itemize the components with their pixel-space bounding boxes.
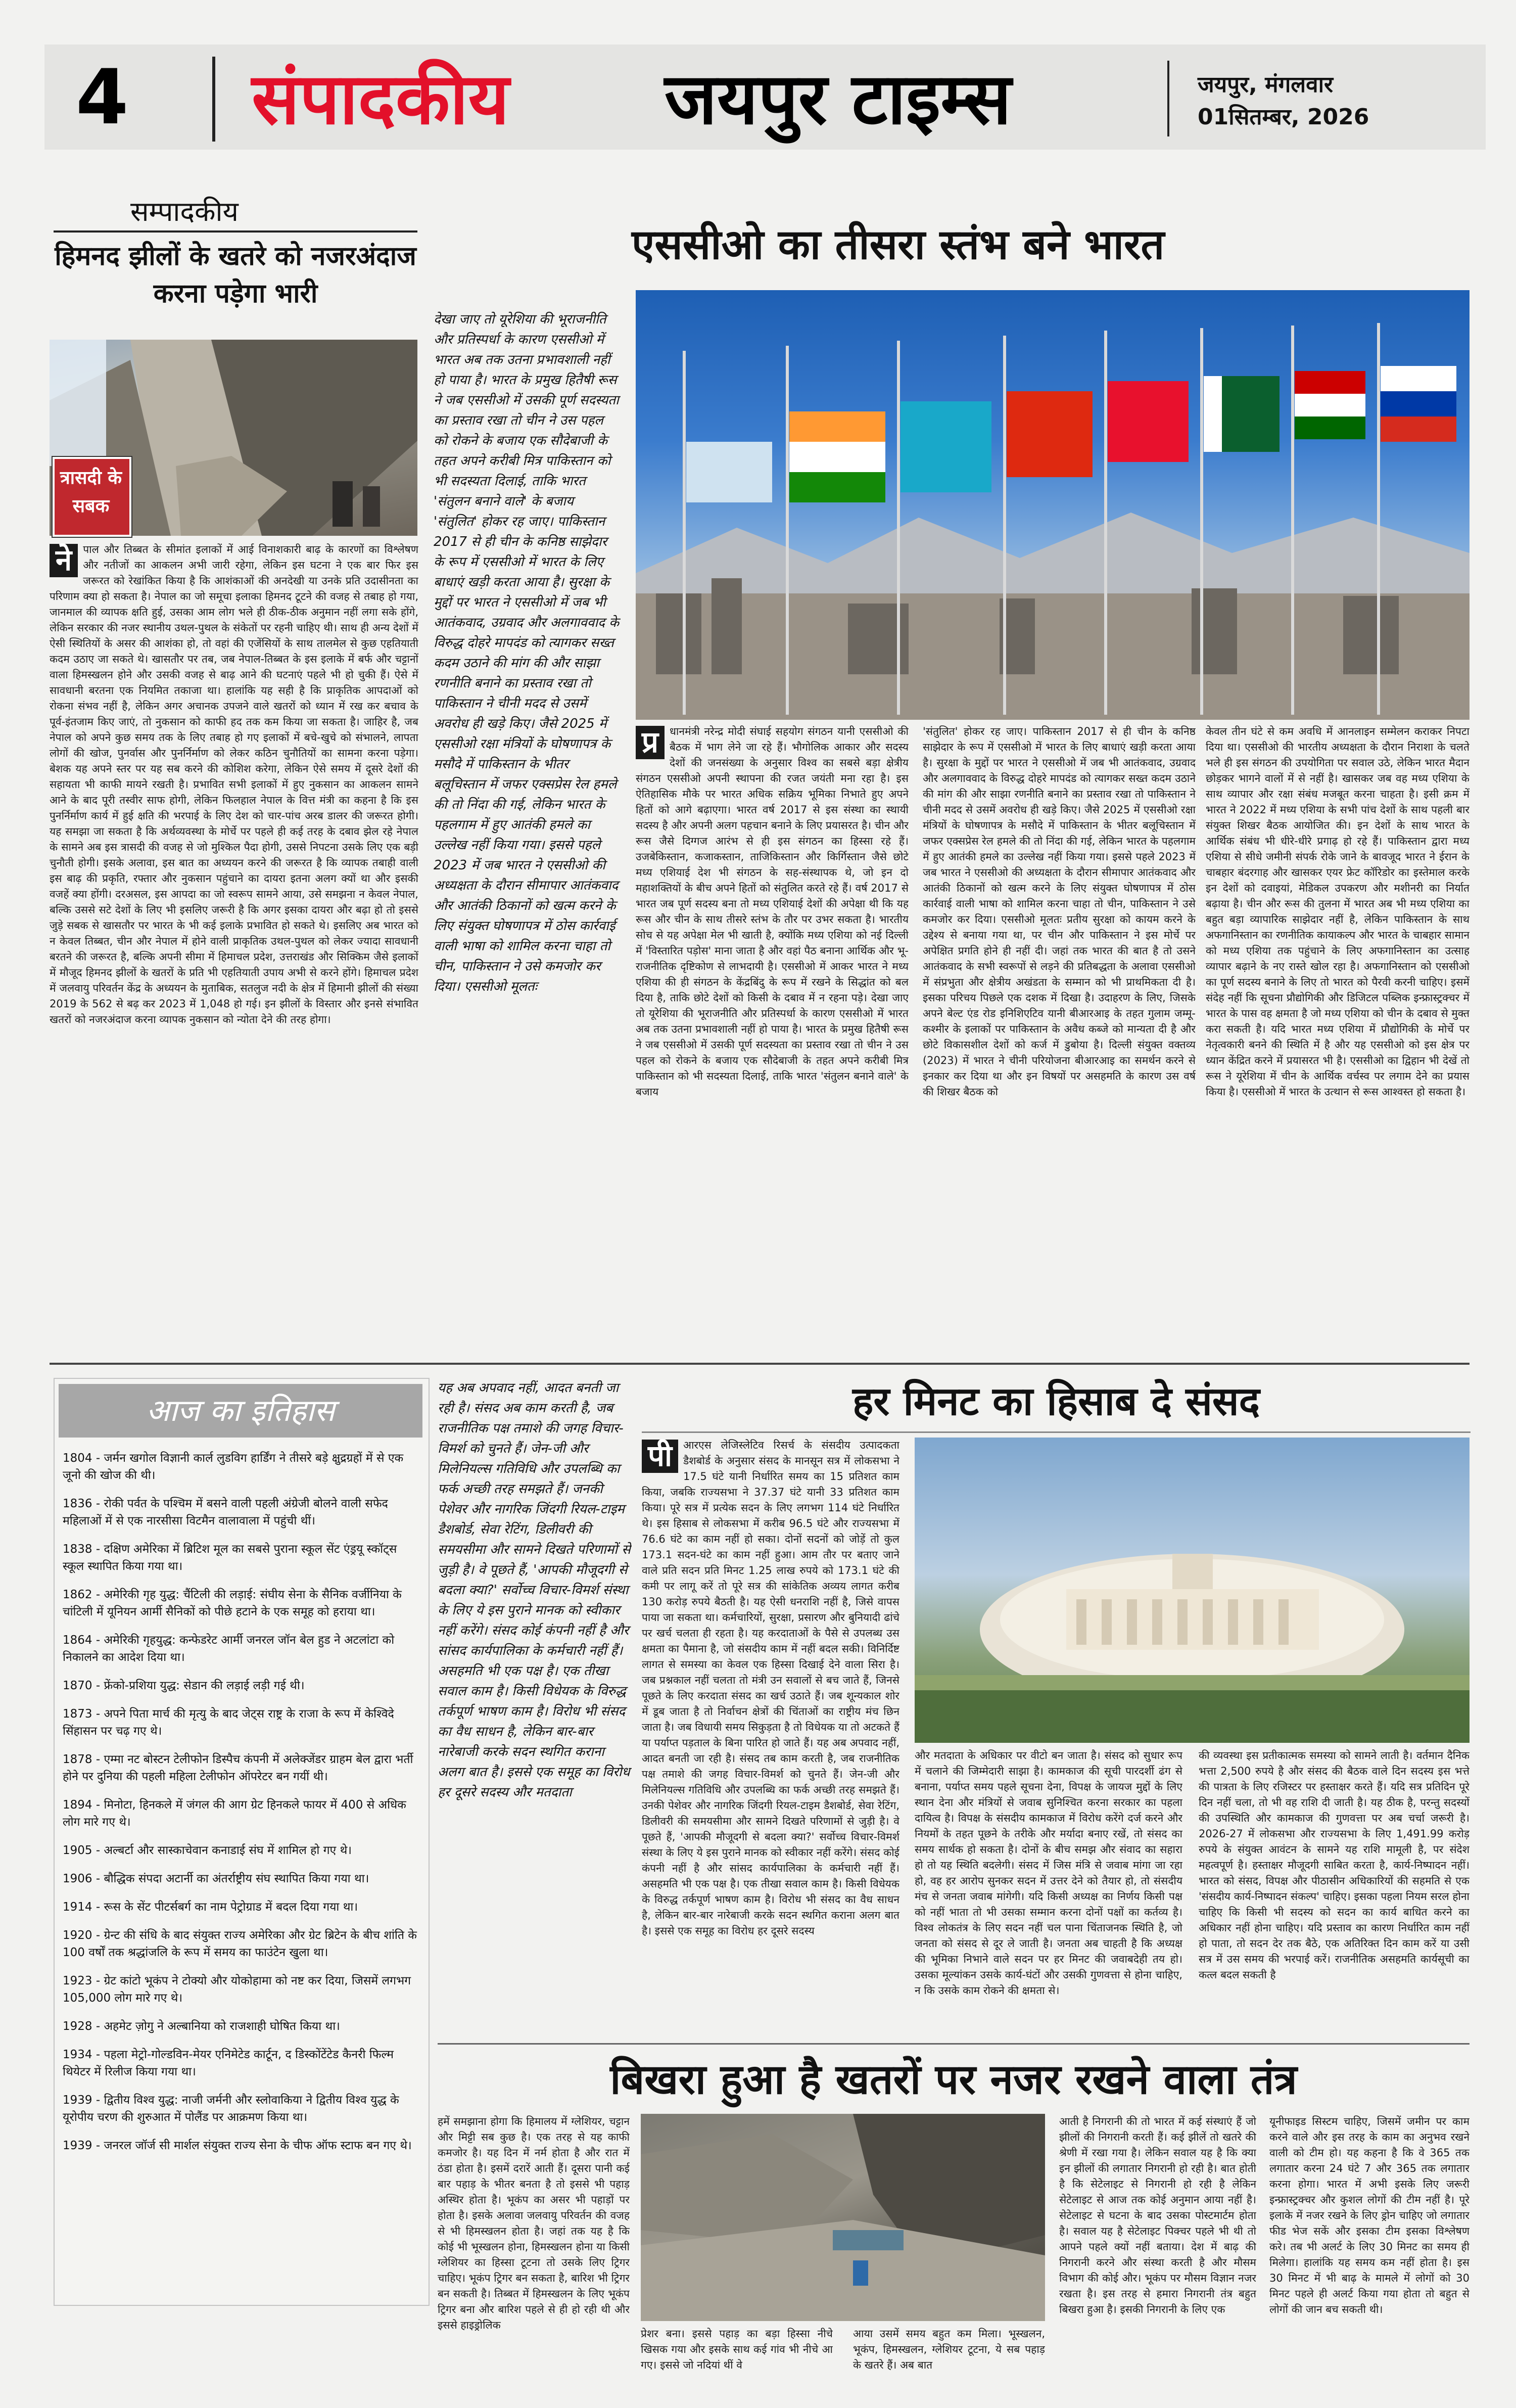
parliament-col-2: और मतदाता के अधिकार पर वीटो बन जाता है। संसद को सुधार रूप में चलाने की जिम्मेदारी साझा है। कामकाज की सूची पारदर्शी ढंग से बनाना, पर्याप्त समय पहले सूचना देना, विपक्ष के जायज मुद्दों के लिए स्थान देना और मंत्रियों से जवाब सुनिश्चित करना सरकार का पहला दायित्व है। विपक्ष के संसदीय कामकाज में विरोध करेंगे दर्ज करने और नियमों के तहत पूछने के तरीके और मर्यादा बनाए रखें, तो संसद का समय सार्थक हो सकता है। दोनों के बीच समझ और संवाद का सहारा हो तो यह स्थिति बदलेगी। संसद में जिस मंत्रि से जवाब मांगा जा रहा हो, वह हर आरोप सुनकर सदन में उत्तर देने को तैयार हो, तो संसदीय मंच से जनता जवाब मांगेगी। यदि किसी अध्यक्ष का निर्णय किसी पक्ष को नहीं भाता तो भी उसका सम्मान करना दोनों पक्षों का कर्तव्य है। विश्व लोकतंत्र के लिए सदन नहीं चल पाना चिंताजनक स्थिति है, जो जनता को संसद से दूर ले जाती है। जनता अब चाहती है कि अध्यक्ष की भूमिका निभाने वाले सदन पर हर मिनट की जवाबदेही तय हो। उसका मूल्यांकन उसके कार्य-घंटों और उसकी गुणवत्ता से होना चाहिए, न कि उसके काम रोकने की क्षमता से। [915,1749,1182,1997]
flags-illustration [636,290,1470,720]
history-item: 1914 - रूस के सेंट पीटर्सबर्ग का नाम पेट्रोग्राड में बदल दिया गया था। [63,1901,358,1914]
history-item: 1864 - अमेरिकी गृहयुद्ध: कन्फेडरेट आर्मी जनरल जॉन बेल हुड ने अटलांटा को निकालने का आदेश दिया था। [63,1634,395,1664]
flood-damage-illustration [641,2114,1045,2321]
history-item: 1894 - मिनोटा, हिनकले में जंगल की आग ग्रेट हिनकले फायर में 400 से अधिक लोग मारे गए थे। [63,1798,406,1829]
parliament-col-3: की व्यवस्था इस प्रतीकात्मक समस्या को सामने लाती है। वर्तमान दैनिक भत्ता 2,500 रुपये है और संसद की बैठक वाले दिन सदस्य इस भत्ते की पात्रता के लिए रजिस्टर पर हस्ताक्षर करते हैं। यदि सत्र प्रतिदिन पूरे दिन नहीं चला, तो भी वह राशि दी जाती है। यह ठीक है, परन्तु सदस्यों की उपस्थिति और कामकाज की गुणवत्ता पर अब चर्चा जरूरी है। 2026-27 में लोकसभा और राज्यसभा के लिए 1,491.99 करोड़ रुपये के संयुक्त आवंटन के सामने यह राशि मामूली है, पर संदेश महत्वपूर्ण है। हस्ताक्षर मौजूदगी साबित करता है, कार्य-निष्पादन नहीं। भारत को संसद, विपक्ष और पीठासीन अधिकारियों की सहमति से एक 'संसदीय कार्य-निष्पादन संकल्प' चाहिए। इसका पहला नियम सरल होना चाहिए कि किसी भी सदस्य को सदन का कार्य बाधित करने का अधिकार नहीं होना चाहिए। यदि प्रस्ताव का कारण निर्धारित काम नहीं हो पाता, तो सदन देर तक बैठे, एक अतिरिक्त दिन काम करें या उसी सत्र में उस समय की भरपाई करें। राजनीतिक असहमति कार्यसूची का कत्ल बदल सकती है [1199,1749,1470,1981]
climate-info-panel [50,340,106,466]
history-item: 1862 - अमेरिकी गृह युद्ध: चैंटिली की लड़ाई: संघीय सेना के सैनिक वर्जीनिया के चांटिली में यूनियन आर्मी सैनिकों को पीछे हटाने के एक समूह को हराया था। [63,1588,402,1618]
paper-name: जयपुर टाइम्स [665,58,1012,141]
threat-col-3: आया उसमें समय बहुत कम मिला। भूस्खलन, भूकंप, हिमस्खलन, ग्लेशियर टूटना, ये सब पहाड़ के खतरे हैं। अब बात [853,2328,1045,2371]
sco-col-2: 'संतुलित' होकर रह जाए। पाकिस्तान 2017 से ही चीन के कनिष्ठ साझेदार के रूप में एससीओ में भारत के लिए बाधाएं खड़ी करता आया है। सुरक्षा के मुद्दों पर भारत ने एससीओ में जब भी आतंकवाद, उग्रवाद और अलगाववाद के विरुद्ध दोहरे मापदंड को त्यागकर सख्त कदम उठाने की मांग की और साझा रणनीति बनाने का प्रस्ताव रखा तो पाकिस्तान ने चीनी मदद से उसमें अवरोध ही खड़े किए। जैसे 2025 में एससीओ रक्षा मंत्रियों के घोषणापत्र के मसौदे में पाकिस्तान के भीतर बलूचिस्तान में जफर एक्सप्रेस रेल हमले की तो निंदा की गई, लेकिन भारत के पहलगाम में हुए आतंकी हमले का उल्लेख नहीं किया गया। इससे पहले 2023 में जब भारत ने एससीओ की अध्यक्षता के दौरान सीमापार आतंकवाद और आतंकी ठिकानों को खत्म करने के लिए संयुक्त घोषणापत्र में ठोस कार्रवाई वाली भाषा को शामिल करना चाहा तो चीन, पाकिस्तान ने उसे कमजोर कर दिया। एससीओ मूलतः प्रतीय सुरक्षा को कायम करने के उद्देश्य से बनाया गया था, पर चीन और पाकिस्तान ने इस मोर्चे पर अपेक्षित प्रगति होने ही नहीं दी। जहां तक भारत की बात है तो उसने आतंकवाद के सभी स्वरूपों से लड़ने की प्रतिबद्धता के अलावा एससीओ में संप्रभुता और क्षेत्रीय अखंडता के सम्मान को भी प्राथमिकता दी है। इसका परिचय पिछले एक दशक में दिखा है। उदाहरण के लिए, जिसके अपने बेल्ट एंड रोड इनिशिएटिव यानी बीआरआइ के तहत गुलाम जम्मू-कश्मीर के इलाकों पर पाकिस्तान के अवैध कब्जे को मान्यता दी है और छोटे विकासशील देशों को कर्ज में डुबोया है। दिल्ली संयुक्त वक्तव्य (2023) में भारत ने चीनी परियोजना बीआरआइ का समर्थन करने से इनकार कर दिया था और इन विषयों पर असहमति के कारण उस वर्ष की शिखर बैठक को [923,725,1196,1098]
sco-quote-column: देखा जाए तो यूरेशिया की भूराजनीति और प्रतिस्पर्धा के कारण एससीओ में भारत अब तक उतना प्रभावशाली नहीं हो पाया है। भारत के प्रमुख हितैषी रूस ने जब एससीओ में उसकी पूर्ण सदस्यता का प्रस्ताव रखा तो चीन ने उस पहल को रोकने के बजाय एक सौदेबाजी के तहत अपने करीबी मित्र पाकिस्तान को भी सदस्यता दिलाई, ताकि भारत 'संतुलन बनाने वाले' के बजाय 'संतुलित' होकर रह जाए। पाकिस्तान 2017 से ही चीन के कनिष्ठ साझेदार के रूप में एससीओ में भारत के लिए बाधाएं खड़ी करता आया है। सुरक्षा के मुद्दों पर भारत ने एससीओ में जब भी आतंकवाद, उग्रवाद और अलगाववाद के विरुद्ध दोहरे मापदंड को त्यागकर सख्त कदम उठाने की मांग की और साझा रणनीति बनाने का प्रस्ताव रखा तो पाकिस्तान ने चीनी मदद से उसमें अवरोध ही खड़े किए। जैसे 2025 में एससीओ रक्षा मंत्रियों के घोषणापत्र के मसौदे में पाकिस्तान के भीतर बलूचिस्तान में जफर एक्सप्रेस रेल हमले की तो निंदा की गई, लेकिन भारत के पहलगाम में हुए आतंकी हमले का उल्लेख नहीं किया गया। इससे पहले 2023 में जब भारत ने एससीओ की अध्यक्षता के दौरान सीमापार आतंकवाद और आतंकी ठिकानों को खत्म करने के लिए संयुक्त घोषणापत्र में ठोस कार्रवाई वाली भाषा को शामिल करना चाहा तो चीन, पाकिस्तान ने उसे कमजोर कर दिया। एससीओ मूलतः [434,312,620,994]
threat-col-2: प्रेशर बना। इससे पहाड़ का बड़ा हिस्सा नीचे खिसक गया और इसके साथ कई गांव भी नीचे आ गए। इससे जो नदियां थीं वे [641,2328,833,2371]
history-item: 1906 - बौद्धिक संपदा अटार्नी का अंतर्राष्ट्रीय संघ स्थापित किया गया था। [63,1872,369,1885]
dateline-date: 01सितम्बर, 2026 [1198,104,1369,130]
editorial-kicker-rule [54,230,417,233]
history-item: 1873 - अपने पिता मार्च की मृत्यु के बाद जेट्स राष्ट्र के राजा के रूप में केश्विदे सिंहासन पर चढ़ गए थे। [63,1707,394,1738]
masthead-divider-2 [1167,61,1169,136]
sco-col-1-text: धानमंत्री नरेन्द्र मोदी संघाई सहयोग संगठन यानी एससीओ की बैठक में भाग लेने जा रहे हैं। भौगोलिक आकार और सदस्य देशों की जनसंख्या के अनुसार विश्व का सबसे बड़ा क्षेत्रीय संगठन एससीओ अपनी स्थापना की रजत जयंती मना रहा है। इस ऐतिहासिक मौके पर भारत अधिक सक्रिय भूमिका निभाते हुए अपने हितों को आगे बढ़ाएगा। भारत वर्ष 2017 से इस संस्था का स्थायी सदस्य है और अपनी अलग पहचान बनाने के लिए प्रयासरत है। चीन और रूस जैसे दिग्गज आरंभ से ही इस संगठन का हिस्सा रहे हैं। उजबेकिस्तान, कजाकस्तान, ताजिकिस्तान और किर्गिस्तान जैसे छोटे मध्य एशियाई देश भी संगठन के सह-संस्थापक थे, जो इन दो महाशक्तियों के बीच अपने हितों को संतुलित करते रहे हैं। वर्ष 2017 से भारत जब पूर्ण सदस्य बना तो मध्य एशियाई देशों की अपेक्षा थी कि यह रूस और चीन के साथ तीसरे स्तंभ के तौर पर उभर सकता है। भारतीय सोच से यह अपेक्षा मेल भी खाती है, क्योंकि मध्य एशिया को नई दिल्ली में 'विस्तारित पड़ोस' माना जाता है और वहां पैठ बनाना आर्थिक और भू-राजनीतिक दृष्टिकोण से लाभदायी है। एससीओ में आकर भारत ने मध्य एशिया की ही संगठन के केंद्रबिंदु के रूप में रखने के सिद्धांत को बल दिया है, ताकि छोटे देशों को किसी के दबाव में न रहना पड़े। देखा जाए तो यूरेशिया की भूराजनीति और प्रतिस्पर्धा के कारण एससीओ में भारत अब तक उतना प्रभावशाली नहीं हो पाया है। भारत के प्रमुख हितैषी रूस ने जब एससीओ में उसकी पूर्ण सदस्यता का प्रस्ताव रखा तो चीन ने उस पहल को रोकने के बजाय एक सौदेबाजी के तहत अपने करीबी मित्र पाकिस्तान को भी सदस्यता दिलाई, ताकि भारत 'संतुलन बनाने वाले' के बजाय [636,725,909,1098]
history-item: 1920 - ग्रेन्ट की संधि के बाद संयुक्त राज्य अमेरिका और ग्रेट ब्रिटेन के बीच शांति के 100 वर्षों तक श्रद्धांजलि के रूप में समय का फाउंटेन खुला था। [63,1929,417,1959]
history-item: 1878 - एम्मा नट बोस्टन टेलीफोन डिस्पैच कंपनी में अलेक्जेंडर ग्राहम बेल द्वारा भर्ती होने पर दुनिया की पहली महिला टेलीफोन ऑपरेटर बन गयीं थी। [63,1753,413,1783]
dateline-city: जयपुर, मंगलवार [1198,72,1333,98]
history-item: 1939 - जनरल जॉर्ज सी मार्शल संयुक्त राज्य सेना के चीफ ऑफ स्टाफ बन गए थे। [63,2139,412,2152]
parliament-photo [915,1438,1470,1743]
parliament-col-1-text: आरएस लेजिस्लेटिव रिसर्च के संसदीय उत्पादकता डैशबोर्ड के अनुसार संसद के मानसून सत्र में लोकसभा ने 17.5 घंटे यानी निर्धारित समय का 15 प्रतिशत काम किया, जबकि राज्यसभा ने 37.37 घंटे यानी 33 प्रतिशत काम किया। पूरे सत्र में प्रत्येक सदन के लिए लगभग 114 घंटे निर्धारित थे। इस हिसाब से लोकसभा में करीब 96.5 घंटे और राज्यसभा में 76.6 घंटे का काम नहीं हो सका। दोनों सदनों को जोड़ें तो कुल 173.1 सदन-घंटे का काम नहीं हुआ। आम तौर पर बताए जाने वाले प्रति सदन प्रति मिनट 1.25 लाख रुपये को 173.1 घंटे की कमी पर लागू करें तो पूरे सत्र की सांकेतिक अव्यय लागत करीब 130 करोड़ रुपये बैठती है। यह ऐसी धनराशि नहीं है, जिसे वापस पाया जा सकता था। कर्मचारियों, सुरक्षा, प्रसारण और बुनियादी ढांचे पर खर्च चलता ही रहता है। यह करदाताओं के पैसे से उपलब्ध उस क्षमता का पैमाना है, जो संसदीय काम में नहीं बदल सकी। विनिर्दिष्ट लागत से समस्या का केवल एक हिस्सा दिखाई देने वाला सिरा है। जब प्रश्नकाल नहीं चलता तो मंत्री उन सवालों से बच जाते हैं, जिनसे पूछते के लिए करदाता संसद का खर्च उठाते हैं। जब शून्यकाल शोर में डूब जाता है तो निर्वाचन क्षेत्रों की चिंताओं का राष्ट्रीय मंच छिन जाता है। जब विधायी समय सिकुड़ता है तो विधेयक या तो अटकते हैं या पर्याप्त पड़ताल के बिना पारित हो जाते हैं। यह अब अपवाद नहीं, आदत बनती जा रही है। संसद तब काम करती है, जब राजनीतिक पक्ष तमाशे की जगह विचार-विमर्श को चुनते हैं। जेन-जी और मिलेनियल्स गतिविधि और उपलब्धि का फर्क अच्छी तरह समझते हैं। उनकी पेशेवर और नागरिक जिंदगी रियल-टाइम डैशबोर्ड, सेवा रेटिंग, डिलीवरी की समयसीमा और सामने दिखते परिणामों से जुड़ी है। वे पूछते हैं, 'आपकी मौजूदगी से बदला क्या?' सर्वोच्च विचार-विमर्श संस्था के लिए ये इस पुराने मानक को स्वीकार नहीं करेंगे। संसद कोई कंपनी नहीं है और सांसद कार्यपालिका के कर्मचारी नहीं हैं। असहमति भी एक पक्ष है। एक तीखा सवाल काम है। किसी विधेयक के विरुद्ध तर्कपूर्ण भाषण काम है। विरोध भी संसद का वैध साधन है, लेकिन बार-बार नारेबाजी करके सदन स्थगित कराना अलग बात है। इससे एक समूह का विरोध हर दूसरे सदस्य [642,1439,899,1937]
parliament-headline: हर मिनट का हिसाब दे संसद [852,1379,1260,1424]
history-item: 1836 - रोकी पर्वत के पश्चिम में बसने वाली पहली अंग्रेजी बोलने वाली सफेद महिलाओं में से एक नारसीसा विटमैन वालावाला में पहुंची थीं। [63,1497,388,1527]
history-item: 1928 - अहमेट ज़ोगु ने अल्बानिया को राजशाही घोषित किया था। [63,2020,340,2033]
disaster-badge-label: त्रासदी के सबक [60,468,122,517]
editorial-text: पाल और तिब्बत के सीमांत इलाकों में आई विनाशकारी बाढ़ के कारणों का विश्लेषण और नतीजों का आकलन अभी जारी रहेगा, लेकिन इस घटना ने एक बार फिर इस जरूरत को रेखांकित किया है कि आशंकाओं की अनदेखी या उनके प्रति उदासीनता का परिणाम क्या हो सकता है। नेपाल का जो समूचा इलाका हिमनद टूटने की वजह से तबाह हो गया, जानमाल की व्यापक क्षति हुई, उसका आम लोग भले ही ठीक-ठीक अनुमान नहीं लगा सके होंगे, लेकिन सरकार की नजर स्थानीय उथल-पुथल के संकेतों पर रहनी चाहिए थी। साथ ही अन्य देशों में ऐसी स्थितियों के असर की आशंका हो, तो वहां की एजेंसियों के साथ तालमेल से कुछ एहतियाती कदम उठाए जा सकते थे। खासतौर पर तब, जब नेपाल-तिब्बत के इस इलाके में बर्फ और चट्टानों वाला हिमस्खलन होने और उसकी वजह से बाढ़ आने की घटनाएं पहले भी हो चुकी हैं। ऐसे में सावधानी बरतना एक नियमित तकाजा था। हालांकि यह सही है कि प्राकृतिक आपदाओं को रोकना संभव नहीं है, लेकिन अगर अचानक उपजने वाले खतरों को ध्यान में रख कर बचाव के पूर्व-इंतजाम किए जाएं, तो नुकसान को काफी हद तक कम किया जा सकता है। जाहिर है, जब नेपाल को अपने कुछ समय तक के लिए तबाह हो गए इलाकों में बचे-खुचे को संभालने, लापता लोगों की खोज, पुनर्वास और पुनर्निर्माण को लेकर कठिन चुनौतियों का सामना करना पड़ेगा। बेशक यह अपने स्तर पर यह सब करने की कोशिश करेगा, लेकिन ऐसे समय में दूसरे देशों की सहायता भी काफी मायने रखती है। प्रभावित सभी इलाकों में हुए नुकसान का आकलन सामने आने के बाद पूरी तस्वीर साफ होगी, लेकिन फिलहाल नेपाल के वित्त मंत्री का कहना है कि इस पुनर्निर्माण कार्य में हुई क्षति की भरपाई के लिए देश को चार-पांच अरब डालर की जरूरत होगी। यह समझा जा सकता है कि अर्थव्यवस्था के मोर्चे पर पहले ही कई तरह के दबाव झेल रहे नेपाल के सामने अब इस त्रासदी की वजह से जो मुश्किल पैदा होगी, उससे निपटना उसके लिए एक बड़ी चुनौती होगी। इसके अलावा, इस बात का अध्ययन करने की जरूरत है कि व्यापक तबाही वाली इस बाढ़ की प्रकृति, रफ्तार और नुकसान पहुंचाने का दायरा इतना अलग क्यों था और इसकी वजहें क्या होंगी। दरअसल, इस आपदा का जो स्वरूप सामने आया, उसे समझना न केवल नेपाल, बल्कि उससे सटे देशों के लिए भी इसलिए जरूरी है कि अगर इसका दायरा और बढ़ा हो तो इससे जुड़े सबक से खासतौर पर भारत के भी कई इलाके प्रभावित हो सकते थे। इसलिए अब भारत को न केवल तिब्बत, चीन और नेपाल में होने वाली प्राकृतिक उथल-पुथल को लेकर ज्यादा सावधानी बरतने की जरूरत है, बल्कि अपनी सीमा में हिमाचल प्रदेश, उत्तराखंड और सिक्किम जैसे इलाकों में मौजूद हिमनद झीलों के खतरों के प्रति भी एहतियाती उपाय अभी से करने होंगे। हिमाचल प्रदेश में जलवायु परिवर्तन केंद्र के अध्ययन के मुताबिक, सतलुज नदी के क्षेत्र में हिमानी झीलों की संख्या 2019 के 562 से बढ़ कर 2023 में 1,048 हो गई। इन झीलों के विस्तार और इनसे संभावित खतरों को नजरअंदाज करना व्यापक नुकसान को न्योता देने की तरह होगा। [50,543,418,1026]
threat-headline: बिखरा हुआ है खतरों पर नजर रखने वाला तंत्र [610,2056,1297,2104]
sco-col-1 [636,724,909,1357]
sco-flags-photo [636,290,1470,720]
masthead-divider [212,57,215,142]
section-title: संपादकीय [252,58,509,141]
sco-dropcap: प्र [636,726,665,759]
parliament-col-1 [642,1438,899,2039]
threat-top-rule [438,2043,1470,2045]
parliament-headline-rule [642,1431,1471,1433]
threat-photo [641,2114,1045,2321]
history-item: 1804 - जर्मन खगोल विज्ञानी कार्ल लुडविग हार्डिंग ने तीसरे बड़े क्षुद्रग्रहों में से एक जूनो की खोज की थी। [63,1452,404,1482]
history-item: 1939 - द्वितीय विश्व युद्ध: नाजी जर्मनी और स्लोवाकिया ने द्वितीय विश्व युद्ध के यूरोपीय चरण की शुरुआत में पोलैंड पर आक्रमण किया था। [63,2094,399,2124]
threat-col-4: आती है निगरानी की तो भारत में कई संस्थाएं हैं जो झीलों की निगरानी करती हैं। कई झीलें तो खतरे की श्रेणी में रखा गया है। लेकिन सवाल यह है कि क्या इन झीलों की लगातार निगरानी हो रही है। बात होती है कि सेटेलाइट से निगरानी हो रही है लेकिन सेटेलाइट से आज तक कोई अनुमान आया नहीं है। सेटेलाइट से घटना के बाद उसका पोस्टमार्टम होता है। सवाल यह है सेटेलाइट पिक्चर पहले भी थी तो आपने पहले क्यों नहीं बताया। देश में बाढ़ की निगरानी करने और संस्था करती है और मौसम विभाग की कोई और। भूकंप पर मौसम विज्ञान नजर रखता है। इस तरह से हमारा निगरानी तंत्र बहुत बिखरा हुआ है। इसकी निगरानी के लिए एक [1059,2115,1256,2316]
editorial-headline: हिमनद झीलों के खतरे को नजरअंदाज करना पड़ेगा भारी [55,241,416,309]
history-title: आज का इतिहास [146,1393,335,1428]
sco-col-3: केवल तीन घंटे से कम अवधि में आनलाइन सम्मेलन कराकर निपटा दिया था। एससीओ की भारतीय अध्यक्षता के दौरान निराशा के चलते भले ही इस संगठन की उपयोगिता पर सवाल उठे, लेकिन भारत मैदान छोड़कर भागने वालों में से नहीं है। खासकर जब वह मध्य एशिया के साथ व्यापार और रक्षा संबंध मजबूत करना चाहता है। इसी क्रम में भारत ने 2022 में मध्य एशिया के सभी पांच देशों के साथ पहली बार संयुक्त शिखर बैठक आयोजित की। इन देशों के साथ भारत के आर्थिक संबंध भी धीरे-धीरे प्रगाढ़ हो रहे हैं। पाकिस्तान द्वारा मध्य एशिया से सीधे जमीनी संपर्क रोके जाने के बावजूद भारत ने ईरान के चाबहार बंदरगाह और खासकर एयर फ्रेट कॉरिडोर का इस्तेमाल करके इन देशों को दवाइयां, मेडिकल उपकरण और मशीनरी का निर्यात बढ़ाया है। चीन और रूस की तुलना में भारत अब भी मध्य एशिया का बहुत बड़ा व्यापारिक साझेदार नहीं है, लेकिन पाकिस्तान के साथ अफगानिस्तान का रणनीतिक कायाकल्प और भारत के चाबहार सामान को मध्य एशिया तक पहुंचाने के लिए अफगानिस्तान का उत्साह व्यापार बढ़ाने के नए रास्ते खोल रहा है। अफगानिस्तान को एससीओ का पूर्ण सदस्य बनाने के लिए तो भारत को पैरवी करनी चाहिए। इसमें संदेह नहीं कि सूचना प्रौद्योगिकी और डिजिटल पब्लिक इन्फ्रास्ट्रक्चर में भारत के पास वह क्षमता है जो मध्य एशिया को चीन के दबाव से मुक्त करा सकती है। यदि भारत मध्य एशिया में प्रौद्योगिकी के मोर्चे पर नेतृत्वकारी बनने की स्थिति में है और यह एससीओ को इस क्षेत्र पर ध्यान केंद्रित करने में प्रयासरत भी है। एससीओ का द्विहान भी देखें तो रूस ने यूरेशिया में चीन के आर्थिक वर्चस्व पर लगाम देने का प्रयास किया है। एससीओ में भारत के उत्थान से रूस आश्वस्त हो सकता है। [1206,725,1470,1098]
parliament-quote-column: यह अब अपवाद नहीं, आदत बनती जा रही है। संसद अब काम करती है, जब राजनीतिक पक्ष तमाशे की जगह विचार-विमर्श को चुनते हैं। जेन-जी और मिलेनियल्स गतिविधि और उपलब्धि का फर्क अच्छी तरह समझते हैं। जनकी पेशेवर और नागरिक जिंदगी रियल-टाइम डैशबोर्ड, सेवा रेटिंग, डिलीवरी की समयसीमा और सामने दिखते परिणामों से जुड़ी है। वे पूछते हैं, 'आपकी मौजूदगी से बदला क्या?' सर्वोच्च विचार-विमर्श संस्था के लिए ये इस पुराने मानक को स्वीकार नहीं करेंगे। संसद कोई कंपनी नहीं है और सांसद कार्यपालिका के कर्मचारी नहीं हैं। असहमति भी एक पक्ष है। एक तीखा सवाल काम है। किसी विधेयक के विरुद्ध तर्कपूर्ण भाषण काम है। विरोध भी संसद का वैध साधन है, लेकिन बार-बार नारेबाजी करके सदन स्थगित कराना अलग बात है। इससे एक समूह का विरोध हर दूसरे सदस्य और मतदाता [438,1380,631,1800]
history-item: 1934 - पहला मेट्रो-गोल्डविन-मेयर एनिमेटेड कार्टून, द डिस्कोंटेंटेड कैनरी फिल्म थियेटर में रिलीज किया गया था। [63,2048,394,2078]
history-item: 1838 - दक्षिण अमेरिका में ब्रिटिश मूल का सबसे पुराना स्कूल सेंट एंड्रयू स्कॉट्स स्कूल स्थापित किया गया था। [63,1543,397,1573]
sco-headline: एससीओ का तीसरा स्तंभ बने भारत [632,221,1165,269]
history-list [63,1450,419,2299]
editorial-dropcap: ने [50,544,78,577]
threat-col-1: हमें समझाना होगा कि हिमालय में ग्लेशियर, चट्टान और मिट्टी सब कुछ है। एक तरह से यह काफी कमजोर है। यह दिन में नर्म होता है और रात में ठंडा होता है। इसमें दरारें आती हैं। दूसरा पानी कई बार पहाड़ के भीतर बनता है तो इससे भी पहाड़ अस्थिर होता है। भूकंप का असर भी पहाड़ों पर होता है। इसके अलावा जलवायु परिवर्तन की वजह से भी हिमस्खलन होता है। जहां तक यह है कि कोई भी भूस्खलन होना, हिमस्खलन होना या किसी ग्लेशियर का हिस्सा टूटना तो उसके लिए ट्रिगर चाहिए। भूकंप ट्रिगर बन सकता है, बारिश भी ट्रिगर बन सकती है। तिब्बत में हिमस्खलन के लिए भूकंप ट्रिगर बना और बारिश पहले से ही हो रही थी और इससे हाइड्रोलिक [438,2115,630,2331]
editorial-body [50,542,418,1357]
parliament-building-illustration [915,1438,1470,1743]
page-number: 4 [76,54,129,142]
history-item: 1870 - फ्रेंको-प्रशिया युद्ध: सेडान की लड़ाई लड़ी गई थी। [63,1679,305,1692]
threat-col-5: यूनीफाइड सिस्टम चाहिए, जिसमें जमीन पर काम करने वाले और इस तरह के काम का अनुभव रखने वाली को टीम हो। यह कहना है कि वे 365 तक लगातार करना 24 घंटे 7 और 365 तक लगातार करना होगा। भारत में अभी इसके लिए जरूरी इन्फ्रास्ट्रक्चर और कुशल लोगों की टीम नहीं है। पूरे इलाके में नजर रखने के लिए ड्रोन चाहिए जो लगातार फीड भेज सकें और इसका टीम इसका विश्लेषण करे। तब भी अलर्ट के लिए 30 मिनट का समय ही मिलेगा। हालांकि यह समय कम नहीं होता है। इस 30 मिनट में भी बाढ़ के मामले में लोगों को 30 मिनट पहले ही अलर्ट किया गया होता तो बहुत से लोगों की जान बच सकती थी। [1269,2115,1470,2316]
editorial-kicker: सम्पादकीय [130,196,239,227]
history-item: 1905 - अल्बर्टा और सास्काचेवान कनाडाई संघ में शामिल हो गए थे। [63,1844,352,1857]
history-item: 1923 - ग्रेट कांटो भूकंप ने टोक्यो और योकोहामा को नष्ट कर दिया, जिसमें लगभग 105,000 लोग मारे गए थे। [63,1974,411,2005]
parliament-dropcap: पी [642,1440,678,1473]
section-divider [50,1363,1470,1365]
